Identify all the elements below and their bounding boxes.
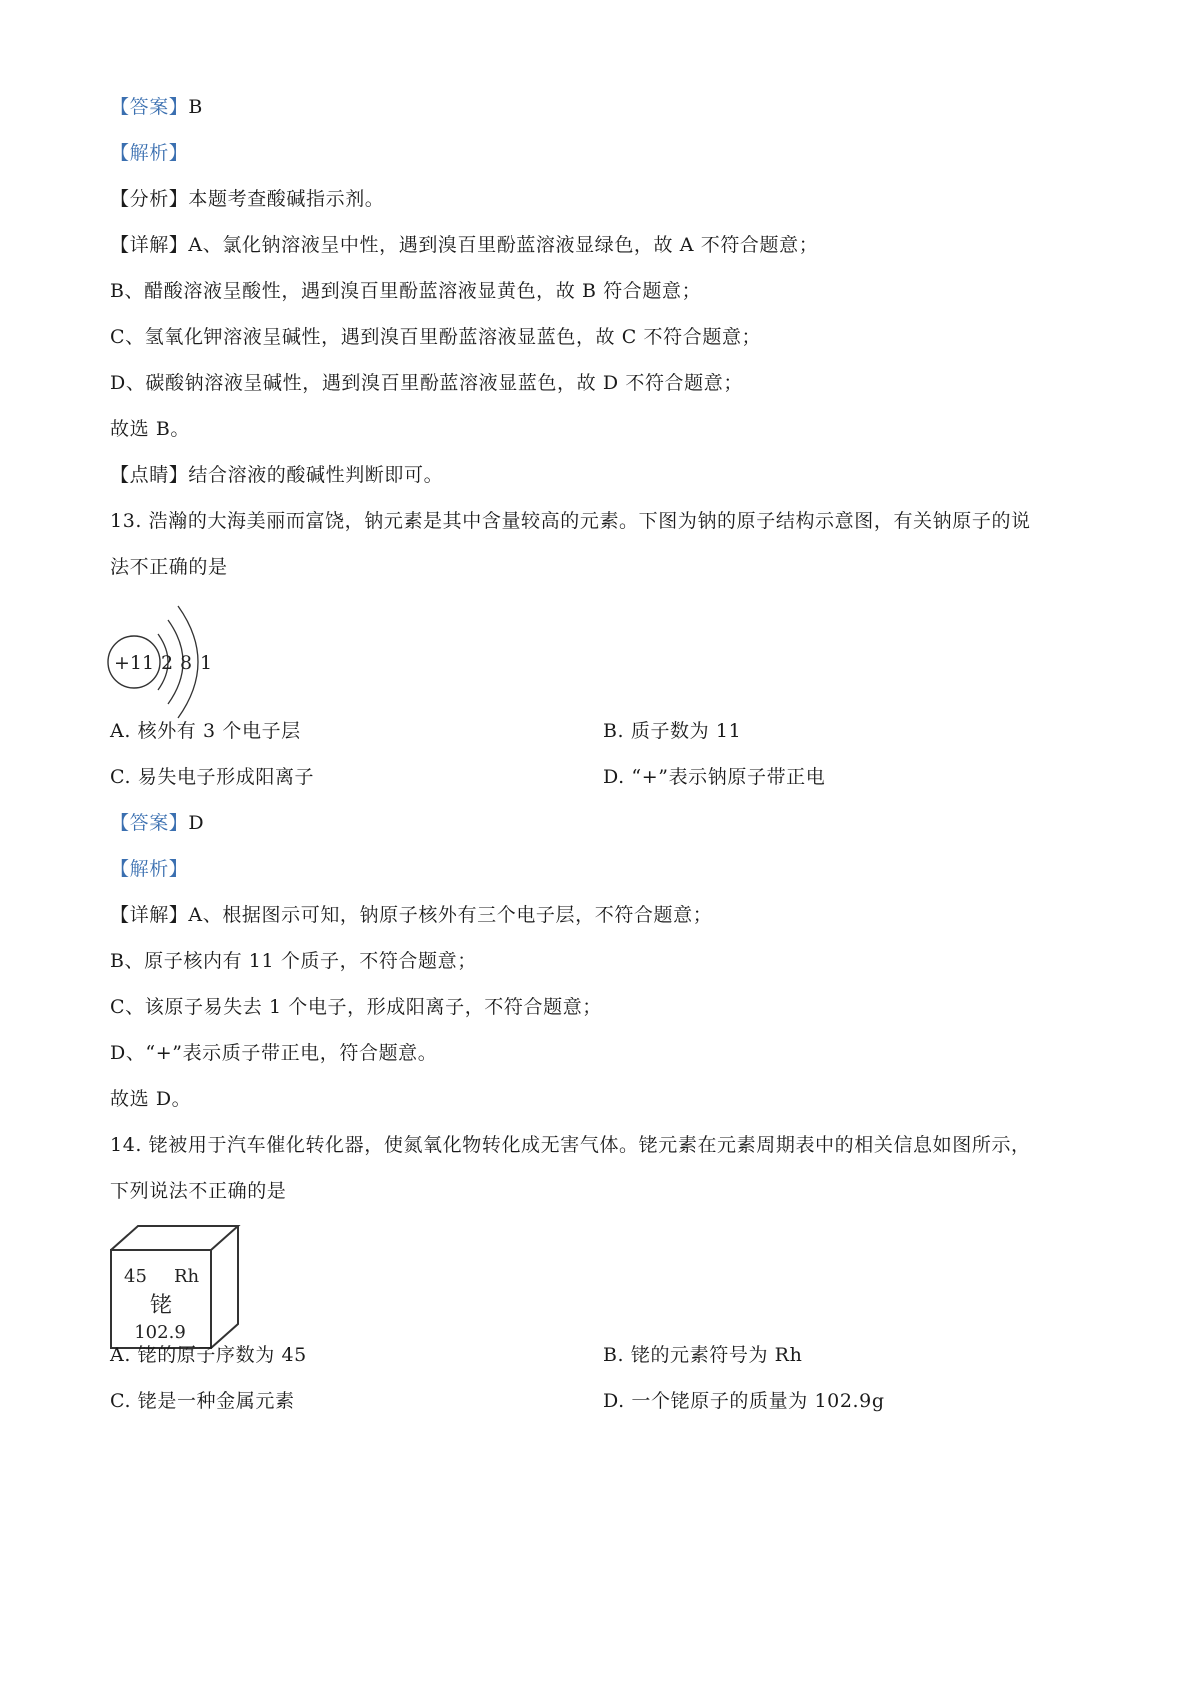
shell-3-count: 1 <box>200 652 213 674</box>
q14-option-c[interactable]: C. 铑是一种金属元素 <box>110 1390 295 1412</box>
q13-detail-c: C、该原子易失去 1 个电子，形成阳离子，不符合题意； <box>110 996 602 1018</box>
q13-option-b[interactable]: B. 质子数为 11 <box>603 720 742 742</box>
q13-option-d[interactable]: D. “+”表示钠原子带正电 <box>603 766 826 788</box>
element-symbol: Rh <box>174 1266 200 1287</box>
answer-tag: 【答案】 <box>110 96 189 118</box>
cell-side-face <box>211 1226 238 1348</box>
q13-answer-line <box>110 810 204 836</box>
nucleus-label: +11 <box>113 652 155 674</box>
analysis-tag: 【解析】 <box>110 142 189 164</box>
q13-detail-a: 【详解】A、根据图示可知，钠原子核外有三个电子层，不符合题意； <box>110 904 713 926</box>
q14-stem-line1: 14. 铑被用于汽车催化转化器，使氮氧化物转化成无害气体。铑元素在元素周期表中的相关信息如图所示， <box>110 1134 1031 1156</box>
sodium-atom-diagram <box>100 600 240 725</box>
answer-tag: 【答案】 <box>110 812 189 834</box>
analysis-text: 【分析】本题考查酸碱指示剂。 <box>110 188 385 210</box>
q14-option-a[interactable]: A. 铑的原子序数为 45 <box>110 1344 307 1366</box>
tip-line: 【点睛】结合溶液的酸碱性判断即可。 <box>110 464 444 486</box>
q13-stem-line2: 法不正确的是 <box>110 556 228 578</box>
q14-stem-line2: 下列说法不正确的是 <box>110 1180 287 1202</box>
q14-option-b[interactable]: B. 铑的元素符号为 Rh <box>603 1344 803 1366</box>
answer-value: B <box>188 96 203 118</box>
q14-option-d[interactable]: D. 一个铑原子的质量为 102.9g <box>603 1390 885 1412</box>
answer-value: D <box>188 812 205 834</box>
shell-2-count: 8 <box>180 652 193 674</box>
detail-b: B、醋酸溶液呈酸性，遇到溴百里酚蓝溶液显黄色，故 B 符合题意； <box>110 280 702 302</box>
q12-answer-line <box>110 94 203 120</box>
atomic-number: 45 <box>124 1266 147 1287</box>
q13-option-a[interactable]: A. 核外有 3 个电子层 <box>110 720 301 742</box>
detail-d: D、碳酸钠溶液呈碱性，遇到溴百里酚蓝溶液显蓝色，故 D 不符合题意； <box>110 372 743 394</box>
q13-choose-line: 故选 D。 <box>110 1088 192 1110</box>
detail-c: C、氢氧化钾溶液呈碱性，遇到溴百里酚蓝溶液显蓝色，故 C 不符合题意； <box>110 326 762 348</box>
rhodium-element-cell <box>108 1222 248 1352</box>
q13-option-c[interactable]: C. 易失电子形成阳离子 <box>110 766 315 788</box>
q13-stem-line1: 13. 浩瀚的大海美丽而富饶，钠元素是其中含量较高的元素。下图为钠的原子结构示意图，有关钠原子的说 <box>110 510 1031 532</box>
q13-detail-d: D、“+”表示质子带正电，符合题意。 <box>110 1042 438 1064</box>
shell-1-count: 2 <box>161 652 174 674</box>
atomic-mass: 102.9 <box>134 1322 186 1343</box>
choose-line: 故选 B。 <box>110 418 191 440</box>
q13-detail-b: B、原子核内有 11 个质子，不符合题意； <box>110 950 477 972</box>
q13-analysis-tag: 【解析】 <box>110 858 189 880</box>
cell-top-face <box>111 1226 238 1250</box>
element-name: 铑 <box>149 1293 173 1318</box>
detail-a: 【详解】A、氯化钠溶液呈中性，遇到溴百里酚蓝溶液显绿色，故 A 不符合题意； <box>110 234 819 256</box>
